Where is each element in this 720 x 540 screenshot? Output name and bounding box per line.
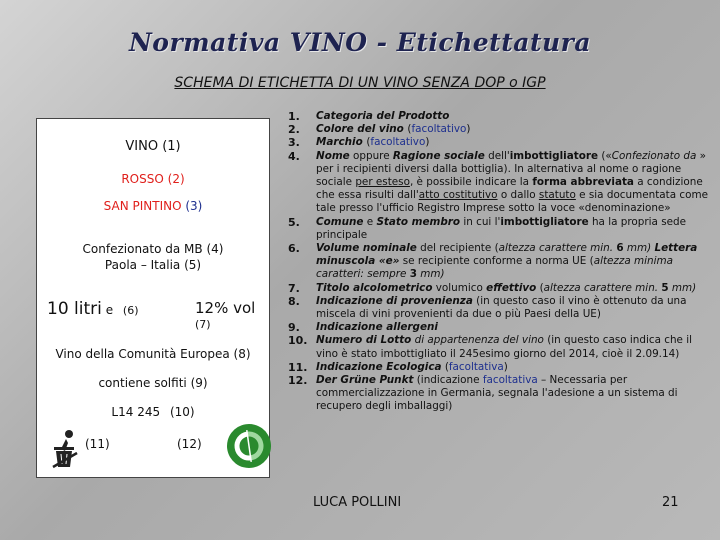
legend-text-part: altezza carattere min. [543, 281, 662, 294]
legend-text-part: Indicazione Ecologica [316, 360, 442, 373]
legend-text-part: Stato membro [376, 215, 461, 228]
legend-text-part: Comune [316, 215, 364, 228]
legend-text-part: (indicazione [413, 374, 483, 387]
legend-text-part: mm) [416, 268, 445, 281]
legend-text-part: altezza carattere min. [498, 242, 617, 255]
slide-subtitle: SCHEMA DI ETICHETTA DI UN VINO SENZA DOP o IGP [174, 75, 546, 91]
legend-text-part: Ragione sociale [392, 149, 485, 162]
legend-text-part: a condizione che essa risulti dall' [316, 176, 703, 202]
legend-text-part: ) [425, 136, 430, 149]
legend-text [316, 282, 716, 295]
legend-text-part: ) [503, 360, 508, 373]
legend-text-part: Indicazione allergeni [316, 321, 438, 334]
label-volume-text: 10 litri [47, 299, 102, 319]
legend-number: 12. [288, 374, 308, 388]
legend-number: 3. [288, 136, 300, 150]
label-brand-text: SAN PINTINO [103, 199, 182, 213]
legend-text-part: Numero di Lotto [316, 334, 412, 347]
legend-number: 7. [288, 281, 300, 295]
legend-text-part: di appartenenza del vino [411, 334, 544, 347]
legend-text-part: (in questo caso indica che il vino è stato imbottigliato il 245esimo giorno del 2014, cioè il 2.09.14) [316, 334, 693, 360]
label-alcohol [195, 299, 269, 331]
legend-text-part: » per i recipienti diversi dalla bottiglia). In alternativa al nome o ragione sociale [316, 149, 707, 189]
label-ref: (8) [233, 347, 251, 361]
legend-text [316, 361, 716, 374]
label-e-mark: e [105, 303, 114, 317]
wine-label-schema [36, 118, 270, 478]
label-lot [37, 405, 269, 419]
legend-text-part: ( [407, 123, 412, 136]
legend-item [288, 361, 716, 374]
legend-text-part: ) [466, 123, 471, 136]
legend-number: 2. [288, 123, 300, 137]
legend-text-part: forma abbreviata [532, 176, 634, 189]
legend-text [316, 242, 716, 282]
legend-number: 11. [288, 360, 308, 374]
legend-text [316, 110, 716, 123]
label-packer [37, 242, 269, 256]
legend-text-part: – Necessaria per commercializzazione in Germania, segnala l'adesione a un sistema di recupero degli imballaggi) [316, 374, 678, 413]
footer-author: LUCA POLLINI [313, 495, 402, 510]
legend-text-part: dell' [484, 149, 510, 162]
legend-text-part: effettivo [486, 281, 537, 294]
legend-item [288, 282, 716, 295]
legend-item [288, 321, 716, 334]
legend-text [316, 295, 716, 321]
legend-item [288, 216, 716, 242]
recycle-bin-icon [51, 429, 79, 469]
legend-text [316, 123, 716, 136]
legend-item [288, 136, 716, 149]
legend-text-part: Nome [316, 149, 350, 162]
legend-text-part: facoltativo [411, 123, 467, 136]
label-legend-list [288, 110, 716, 414]
legend-text-part: Der Grüne Punkt [316, 374, 414, 387]
legend-item [288, 123, 716, 136]
label-ref: (4) [206, 242, 224, 256]
legend-text-part: Colore del vino [316, 123, 408, 136]
legend-text [316, 216, 716, 242]
legend-number: 8. [288, 294, 300, 308]
legend-text [316, 321, 716, 334]
legend-text-part: Indicazione di provenienza [316, 294, 473, 307]
label-ref: (5) [184, 258, 202, 272]
legend-text-part: imbottigliatore [500, 215, 589, 228]
legend-number: 1. [288, 110, 300, 123]
legend-text-part: ha la propria sede principale [316, 215, 686, 241]
legend-text-part: 6 [616, 242, 624, 255]
label-provenance [37, 347, 269, 361]
legend-text-part: Lettera minuscola «e» [316, 242, 698, 268]
legend-text-part: oppure [349, 149, 393, 162]
slide-title: Normativa VINO - Etichettatura [128, 28, 592, 57]
label-allergens [37, 376, 269, 390]
label-allergens-text: contiene solfiti [98, 376, 187, 390]
legend-text-part: se recipiente conforme a norma UE ( [399, 255, 594, 268]
legend-item [288, 110, 716, 123]
label-brand [37, 199, 269, 213]
legend-text-part: per esteso [355, 176, 410, 189]
legend-text-part: 5 [661, 281, 669, 294]
green-dot-icon [224, 421, 274, 471]
legend-text-part: in cui l' [460, 215, 501, 228]
legend-text-part: Confezionato da [611, 149, 697, 162]
legend-text [316, 136, 716, 149]
label-packer-text: Confezionato da MB [82, 242, 203, 256]
label-origin-text: Paola – Italia [104, 258, 181, 272]
legend-text-part: Marchio [316, 136, 367, 149]
label-ref: (2) [167, 172, 185, 186]
legend-text-part: facoltativa [448, 360, 504, 373]
legend-item [288, 242, 716, 282]
legend-text-part: Titolo alcolometrico [316, 281, 433, 294]
label-color [37, 172, 269, 186]
legend-number: 5. [288, 215, 300, 229]
legend-text-part: del recipiente ( [416, 242, 499, 255]
label-grune-ref: (12) [177, 437, 202, 451]
label-eco-ref: (11) [85, 437, 110, 451]
legend-text-part: e sia documentata come tale presso l'ufficio Registro Imprese sotto la voce «denominazione» [316, 189, 708, 215]
label-ref: (6) [122, 304, 139, 317]
legend-text-part: , è possibile indicare la [409, 176, 533, 189]
legend-text-part: ( [366, 136, 371, 149]
legend-text [316, 334, 716, 360]
label-ref: (9) [190, 376, 208, 390]
legend-text-part: facoltativa [482, 374, 538, 387]
legend-number: 9. [288, 321, 300, 335]
legend-text [316, 374, 716, 414]
legend-text-part: imbottigliatore [509, 149, 599, 162]
label-ref: (1) [162, 139, 181, 154]
legend-item [288, 295, 716, 321]
legend-text-part: 3 [409, 268, 417, 281]
legend-text-part: statuto [538, 189, 576, 202]
legend-text-part: volumico [432, 281, 487, 294]
label-alcohol-text: 12% vol [195, 299, 256, 317]
legend-item [288, 150, 716, 216]
legend-text-part: ( [536, 281, 544, 294]
legend-number: 6. [288, 242, 300, 256]
legend-item [288, 374, 716, 414]
legend-text-part: ( [441, 360, 449, 373]
legend-text-part: o dallo [497, 189, 539, 202]
legend-text-part: mm) [668, 281, 697, 294]
legend-text-part: Volume nominale [316, 242, 417, 255]
legend-text-part: (in questo caso il vino è ottenuto da una miscela di vini provenienti da due o più Paesi della UE) [316, 294, 687, 321]
label-color-text: ROSSO [121, 172, 164, 186]
label-ref: (7) [195, 318, 211, 331]
label-lot-text: L14 245 [111, 405, 161, 419]
label-vino [37, 139, 269, 154]
label-provenance-text: Vino della Comunità Europea [55, 347, 230, 361]
legend-number: 4. [288, 149, 300, 163]
label-origin [37, 258, 269, 272]
legend-text-part: atto costitutivo [418, 189, 498, 202]
label-ref: (10) [169, 405, 195, 419]
legend-item [288, 334, 716, 360]
legend-text-part: (« [598, 149, 612, 162]
legend-text-part: mm) [623, 242, 655, 255]
legend-text-part: e [363, 215, 377, 228]
legend-text [316, 150, 716, 216]
legend-number: 10. [288, 334, 308, 348]
label-volume [47, 299, 139, 319]
legend-text-part: altezza minima caratteri: sempre [316, 255, 673, 281]
legend-text-part: facoltativo [370, 136, 426, 149]
label-ref: (3) [185, 199, 203, 213]
label-vino-text: VINO [125, 139, 159, 154]
page-number: 21 [662, 495, 679, 510]
legend-text-part: Categoria del Prodotto [316, 110, 450, 122]
